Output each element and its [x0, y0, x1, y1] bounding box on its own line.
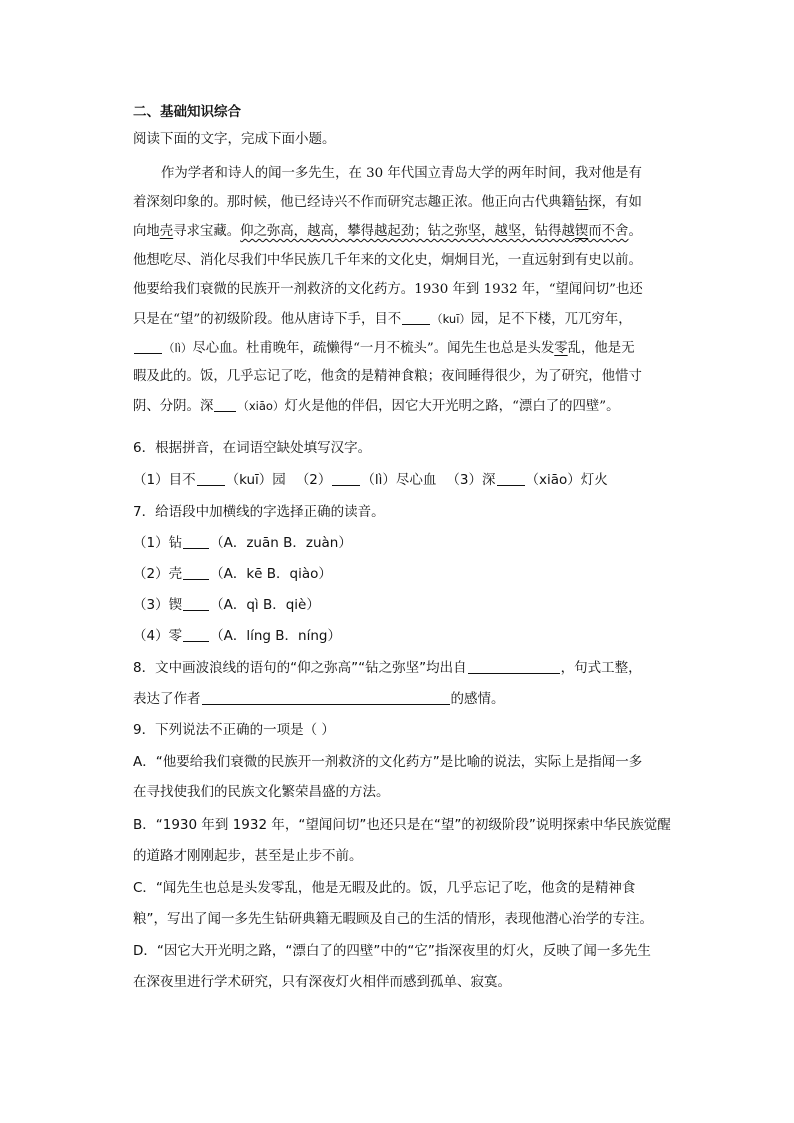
q9-option-c-line-2: 粮”，写出了闻一多先生钻研典籍无暇顾及自己的生活的情形，表现他潜心治学的专注。	[133, 911, 653, 927]
q7-blank-2[interactable]	[183, 565, 209, 580]
q8-blank-source[interactable]	[468, 659, 560, 674]
q6-blank-2[interactable]	[332, 471, 360, 486]
q8-blank-feeling[interactable]	[202, 690, 450, 705]
q9-option-b-line-2: 的道路才刚刚起步，甚至是止步不前。	[133, 848, 363, 864]
q6-blank-3[interactable]	[497, 471, 525, 486]
q6-stem: 6．根据拼音，在词语空缺处填写汉字。	[133, 440, 372, 456]
wavy-underlined-sentence: 仰之弥高，越高，攀得越起劲；钻之弥坚，越坚，钻得越锲而不舍	[240, 224, 629, 239]
q6-blank-1[interactable]	[197, 471, 225, 486]
passage-line-7: （lì）尽心血。杜甫晚年，疏懒得“一月不梳头”。闻先生也总是头发零乱，他是无	[133, 338, 635, 359]
passage-line-4: 他想吃尽、消化尽我们中华民族几千年来的文化史，炯炯目光，一直远射到有史以前。	[133, 253, 642, 268]
q8-line-2: 表达了作者 的感情。	[133, 691, 505, 707]
passage-line-5: 他要给我们衰微的民族开一剂救济的文化药方。1930 年到 1932 年，“望闻问切”也还	[133, 282, 643, 297]
blank-li	[134, 339, 162, 354]
underlined-char-ling: 零	[554, 341, 568, 356]
passage-line-8: 暇及此的。饭，几乎忘记了吃，他贪的是精神食粮；夜间睡得很少，为了研究，他惜寸	[133, 369, 642, 384]
q9-stem: 9．下列说法不正确的一项是（ ）	[133, 722, 335, 738]
underlined-char-zuan: 钻	[574, 195, 589, 210]
section-title: 二、基础知识综合	[133, 104, 241, 120]
q9-option-a-line-1[interactable]: A．“他要给我们衰微的民族开一剂救济的文化药方”是比喻的说法，实际上是指闻一多	[133, 754, 643, 770]
passage-line-6: 只是在“望”的初级阶段。他从唐诗下手，目不 （kuī）园，足不下楼，兀兀穷年，	[133, 312, 632, 327]
blank-xiao	[214, 397, 236, 412]
passage-line-2: 着深刻印象的。那时候，他已经诗兴不作而研究志趣正浓。他正向古代典籍钻探，有如	[133, 195, 642, 210]
q7-option-3: （3）锲 （A．qì B．qiè）	[133, 597, 320, 613]
q6-parts: （1）目不 （kuī）园 （2） （lì）尽心血 （3）深 （xiāo）灯火	[133, 472, 608, 488]
q7-blank-4[interactable]	[183, 627, 209, 642]
q9-option-b-line-1[interactable]: B．“1930 年到 1932 年，“望闻问切”也还只是在“望”的初级阶段”说明探索中华民族觉醒	[133, 817, 671, 833]
q7-option-1: （1）钻 （A．zuān B．zuàn）	[133, 535, 352, 551]
passage-line-1: 作为学者和诗人的闻一多先生，在 30 年代国立青岛大学的两年时间，我对他是有	[161, 166, 642, 181]
q8-line-1: 8．文中画波浪线的语句的“仰之弥高”“钻之弥坚”均出自 ，句式工整，	[133, 660, 642, 676]
q7-option-2: （2）壳 （A．kē B．qiào）	[133, 566, 332, 582]
q7-blank-1[interactable]	[183, 534, 209, 549]
q9-option-d-line-1[interactable]: D．“因它大开光明之路，“漂白了的四壁”中的“它”指深夜里的灯火，反映了闻一多先生	[133, 943, 651, 959]
q9-option-c-line-1[interactable]: C．“闻先生也总是头发零乱，他是无暇及此的。饭，几乎忘记了吃，他贪的是精神食	[133, 880, 636, 896]
passage-line-9: 阴、分阴。深 （xiāo）灯火是他的伴侣，因它大开光明之路，“漂白了的四壁”。	[133, 399, 620, 414]
instruction: 阅读下面的文字，完成下面小题。	[133, 131, 336, 147]
passage-line-3: 向地壳寻求宝藏。仰之弥高，越高，攀得越起劲；钻之弥坚，越坚，钻得越锲而不舍。	[133, 224, 642, 239]
q9-option-d-line-2: 在深夜里进行学术研究，只有深夜灯火相伴而感到孤单、寂寞。	[133, 974, 511, 990]
q7-stem: 7．给语段中加横线的字选择正确的读音。	[133, 504, 385, 520]
q7-option-4: （4）零 （A．líng B．níng）	[133, 628, 341, 644]
underlined-char-ke: 壳	[159, 224, 174, 239]
q9-option-a-line-2: 在寻找使我们的民族文化繁荣昌盛的方法。	[133, 784, 390, 800]
blank-kui	[402, 310, 430, 325]
underlined-char-qie: 锲	[574, 224, 589, 239]
q7-blank-3[interactable]	[183, 596, 209, 611]
